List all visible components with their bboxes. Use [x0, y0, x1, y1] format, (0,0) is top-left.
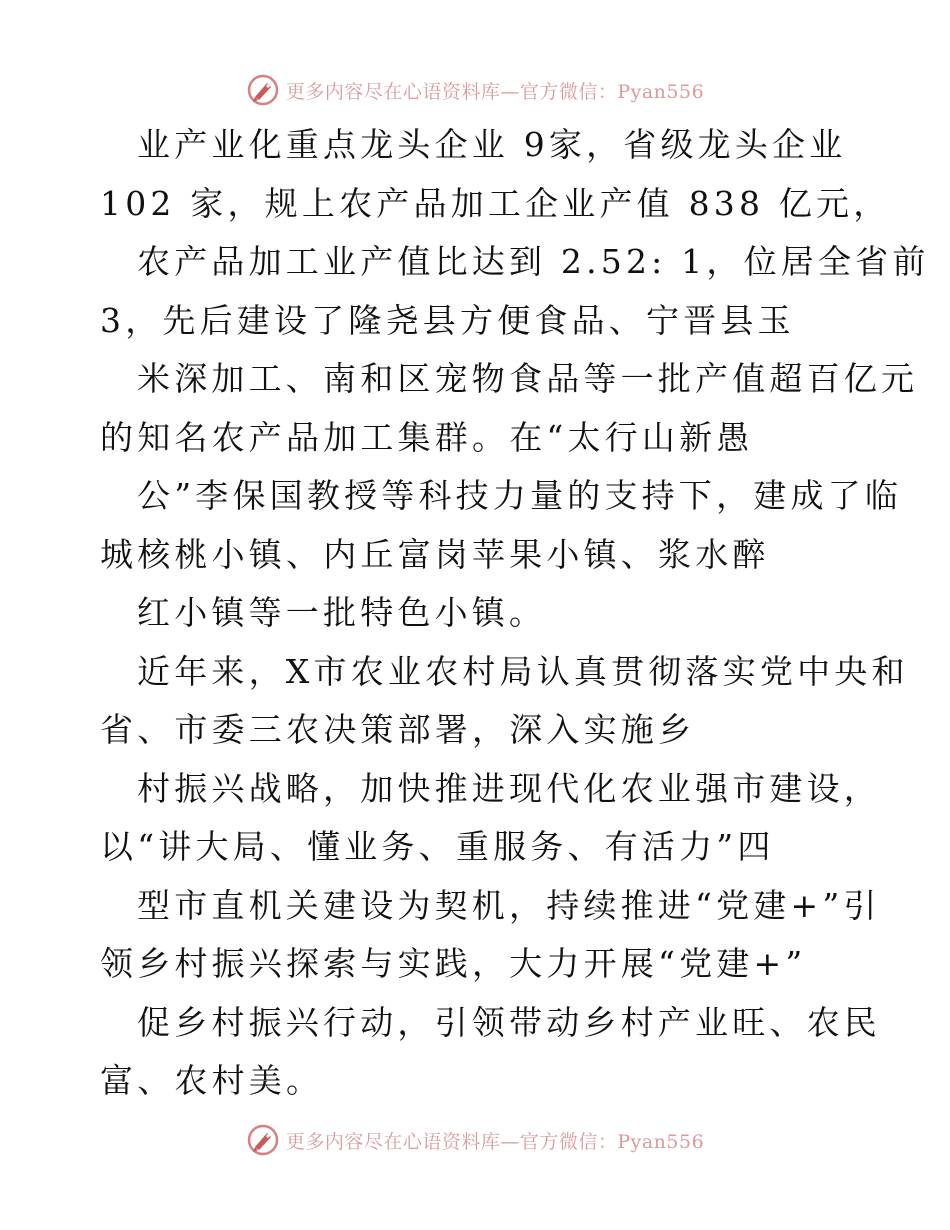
text-line: 农产品加工业产值比达到 2.52: 1，位居全省前 [137, 242, 930, 281]
text-line: 促乡村振兴行动，引领带动乡村产业旺、农民 [137, 1002, 881, 1042]
text-line: 城核桃小镇、内丘富岗苹果小镇、浆水醉 [100, 534, 770, 574]
text-line: 102 家，规上农产品加工企业产值 838 亿元， [100, 183, 891, 223]
text-line: 3，先后建设了隆尧县方便食品、宁晋县玉 [100, 300, 795, 340]
watermark-text: 更多内容尽在心语资料库—官方微信：Pyan556 [285, 80, 705, 103]
text-line: 省、市委三农决策部署，深入实施乡 [100, 710, 696, 749]
watermark-text: 更多内容尽在心语资料库—官方微信：Pyan556 [285, 1130, 705, 1153]
pen-nib-logo-icon [246, 73, 280, 107]
text-line: 以“讲大局、懂业务、重服务、有活力”四 [100, 827, 775, 866]
text-line: 村振兴战略，加快推进现代化农业强市建设， [137, 768, 881, 808]
text-line: 的知名农产品加工集群。在“太行山新愚 [100, 417, 754, 457]
text-line: 富、农村美。 [100, 1061, 324, 1100]
text-line: 领乡村振兴探索与实践，大力开展“党建+” [100, 944, 807, 983]
footer-watermark [0, 1120, 950, 1160]
text-line: 近年来，X市农业农村局认真贯彻落实党中央和 [137, 651, 909, 691]
text-line: 米深加工、南和区宠物食品等一批产值超百亿元 [137, 359, 919, 398]
text-line: 业产业化重点龙头企业 9家，省级龙头企业 [137, 125, 847, 164]
text-line: 公”李保国教授等科技力量的支持下，建成了临 [137, 476, 903, 515]
header-watermark [0, 70, 950, 110]
text-line: 红小镇等一批特色小镇。 [137, 593, 547, 632]
text-line: 型市直机关建设为契机，持续推进“党建+”引 [137, 885, 881, 925]
pen-nib-logo-icon [246, 1123, 280, 1157]
